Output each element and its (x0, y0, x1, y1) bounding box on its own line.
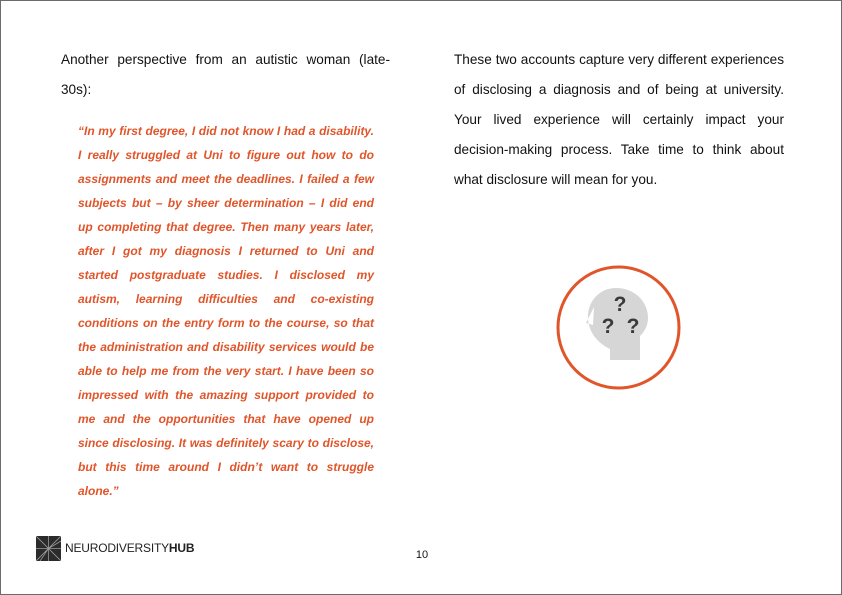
logo-wordmark (65, 541, 194, 555)
question-mark-top: ? (613, 293, 627, 316)
question-mark-right: ? (626, 315, 640, 338)
logo-text-hub: HUB (168, 541, 195, 555)
head-question-icon (556, 265, 681, 390)
question-mark-left: ? (601, 315, 615, 338)
logo-mark-icon (36, 536, 61, 561)
intro-paragraph: Another perspective from an autistic woman (late-30s): (61, 52, 390, 97)
logo-text-neurodiversity: NEURODIVERSITY (65, 541, 169, 555)
testimonial-quote: “In my first degree, I did not know I had a disability. I really struggled at Uni to figure out how to do assignments and meet the deadlines. I failed a few subjects but – by sheer determination – I did end up completing that degree. Then many years later, after I got my diagnosis I returned to Uni and started postgraduate studies. I disclosed my autism, learning difficulties and co-existing conditions on the entry form to the course, so that the administration and disability services would be able to help me from the very start. I have been so impressed with the amazing support provided to me and the opportunities that have opened up since disclosing. It was definitely scary to disclose, but this time around I didn’t want to struggle alone.” (78, 124, 374, 498)
reflection-paragraph: These two accounts capture very different experiences of disclosing a diagnosis and of being at university. Your lived experience will certainly impact your decision-making process. Take time to think about what disclosure will mean for you. (454, 52, 784, 187)
page-number: 10 (415, 549, 429, 561)
neurodiversity-hub-logo (36, 535, 194, 561)
